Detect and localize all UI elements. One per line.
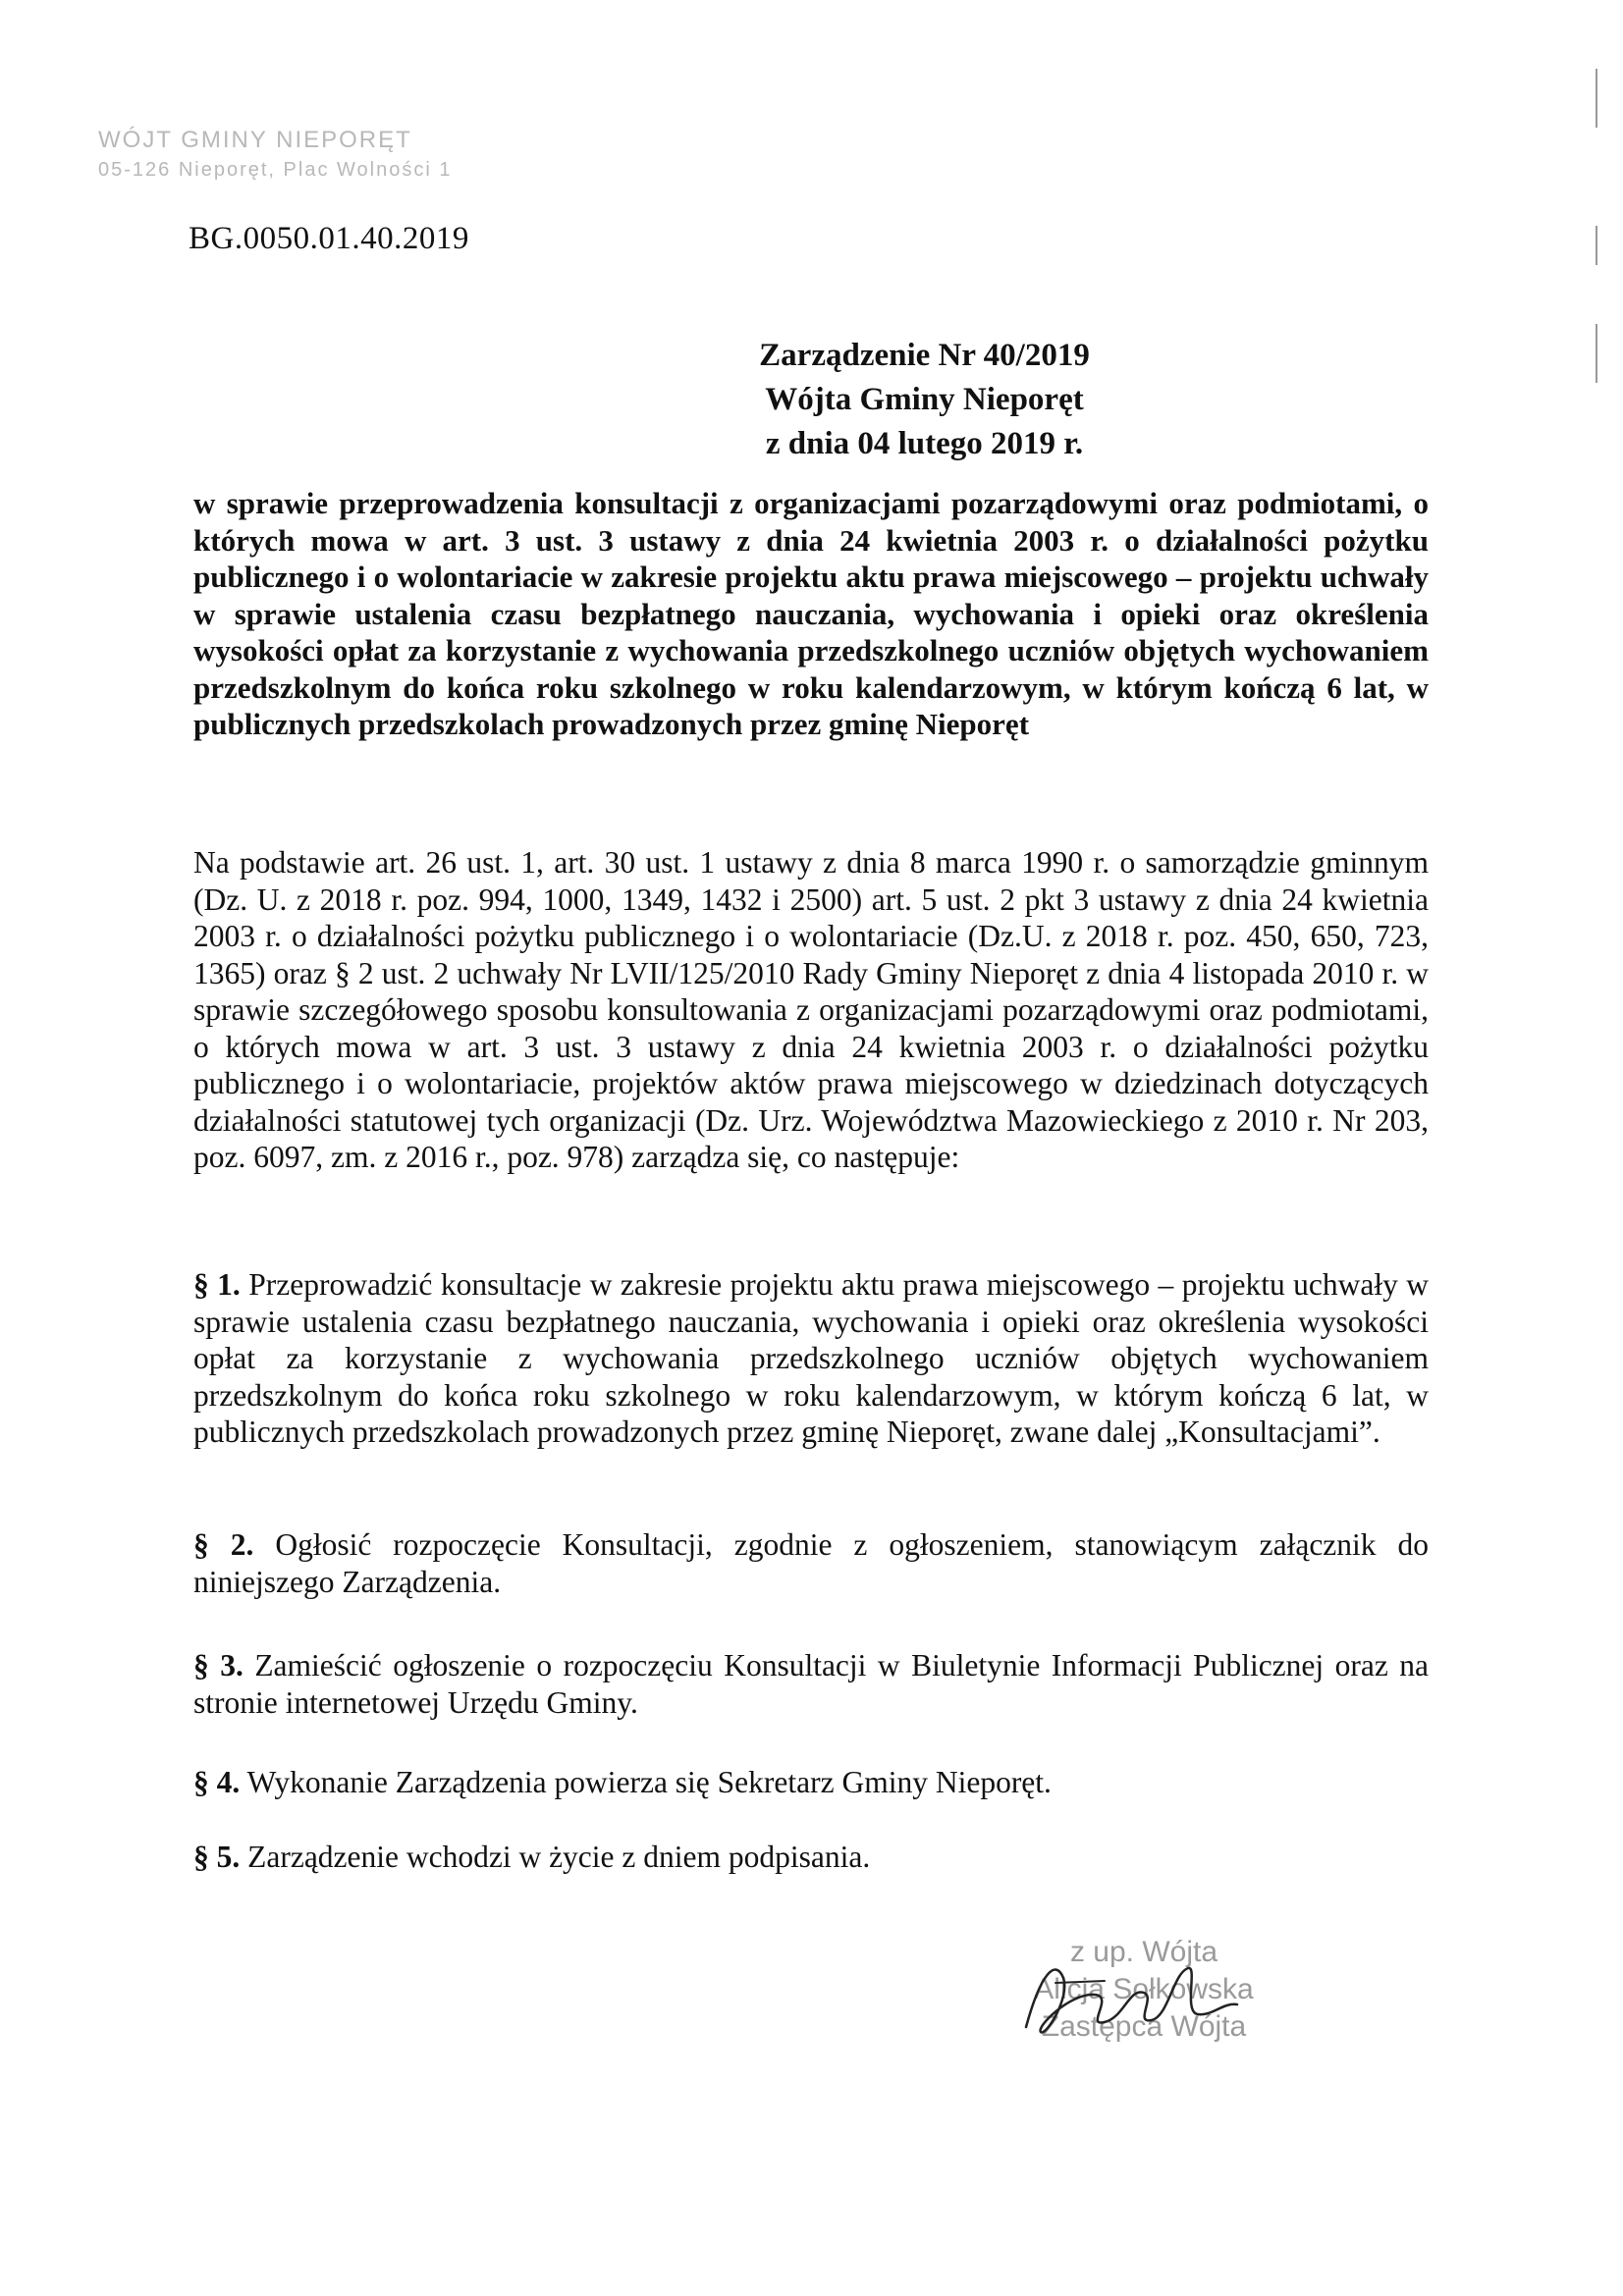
paragraph-3 xyxy=(193,1647,1429,1721)
document-subject: w sprawie przeprowadzenia konsultacji z organizacjami pozarządowymi oraz podmiotami, o których mowa w art. 3 ust. 3 ustawy z dnia 24 kwietnia 2003 r. o działalności pożytku publicznego i o wolontariacie w zakresie projektu aktu prawa miejscowego – projektu uchwały w sprawie ustalenia czasu bezpłatnego nauczania, wychowania i opieki oraz określenia wysokości opłat za korzystanie z wychowania przedszkolnego uczniów objętych wychowaniem przedszkolnym do końca roku szkolnego w roku kalendarzowym, w którym kończą 6 lat, w publicznych przedszkolach prowadzonych przez gminę Nieporęt xyxy=(193,486,1429,741)
stamp-line-1: WÓJT GMINY NIEPORĘT xyxy=(98,127,412,153)
handwritten-signature xyxy=(987,1934,1301,2061)
paragraph-4 xyxy=(193,1764,1429,1801)
header-title: Zarządzenie Nr 40/2019 xyxy=(759,338,1090,373)
signature-line-1: z up. Wójta xyxy=(1069,1936,1218,1968)
header-date: z dnia 04 lutego 2019 r. xyxy=(765,426,1084,461)
stamp-line-2: 05-126 Nieporęt, Plac Wolności 1 xyxy=(98,159,453,181)
header-issuer: Wójta Gminy Nieporęt xyxy=(765,382,1084,417)
document-header xyxy=(0,334,1623,466)
signature-line-2: Alicja Sołkowska xyxy=(1034,1973,1254,2005)
paragraph-3-number: § 3. xyxy=(193,1648,243,1682)
paragraph-4-text: Wykonanie Zarządzenia powierza się Sekretarz Gminy Nieporęt. xyxy=(246,1765,1052,1799)
paragraph-1-number: § 1. xyxy=(193,1267,241,1302)
paragraph-4-number: § 4. xyxy=(193,1765,241,1799)
paragraph-1-text: Przeprowadzić konsultacje w zakresie projektu aktu prawa miejscowego – projektu uchwały w sprawie ustalenia czasu bezpłatnego nauczania, wychowania i opieki oraz określenia wysokości opłat za korzystanie z wychowania przedszkolnego uczniów objętych wychowaniem przedszkolnym do końca roku szkolnego w roku kalendarzowym, w którym kończą 6 lat, w publicznych przedszkolach prowadzonych przez gminę Nieporęt, zwane dalej „Konsultacjami”. xyxy=(193,1267,1430,1449)
paragraph-2 xyxy=(193,1526,1429,1600)
paragraph-2-text: Ogłosić rozpoczęcie Konsultacji, zgodnie z ogłoszeniem, stanowiącym załącznik do niniejszego Zarządzenia. xyxy=(193,1527,1430,1599)
paragraph-3-text: Zamieścić ogłoszenie o rozpoczęciu Konsultacji w Biuletynie Informacji Publicznej oraz na stronie internetowej Urzędu Gminy. xyxy=(193,1648,1430,1720)
paragraph-5-text: Zarządzenie wchodzi w życie z dniem podpisania. xyxy=(247,1840,871,1874)
legal-basis: Na podstawie art. 26 ust. 1, art. 30 ust. 1 ustawy z dnia 8 marca 1990 r. o samorządzie gminnym (Dz. U. z 2018 r. poz. 994, 1000, 1349, 1432 i 2500) art. 5 ust. 2 pkt 3 ustawy z dnia 24 kwietnia 2003 r. o działalności pożytku publicznego i o wolontariacie (Dz.U. z 2018 r. poz. 450, 650, 723, 1365) oraz § 2 ust. 2 uchwały Nr LVII/125/2010 Rady Gminy Nieporęt z dnia 4 listopada 2010 r. w sprawie szczegółowego sposobu konsultowania z organizacjami pozarządowymi oraz podmiotami, o których mowa w art. 3 ust. 3 ustawy z dnia 24 kwietnia 2003 r. o działalności pożytku publicznego i o wolontariacie, projektów aktów prawa miejscowego w dziedzinach dotyczących działalności statutowej tych organizacji (Dz. Urz. Województwa Mazowieckiego z 2010 r. Nr 203, poz. 6097, zm. z 2016 r., poz. 978) zarządza się, co następuje: xyxy=(193,845,1429,1174)
paragraph-5-number: § 5. xyxy=(193,1840,241,1874)
scan-edge-mark xyxy=(1596,324,1597,383)
paragraph-2-number: § 2. xyxy=(193,1527,254,1562)
scan-edge-mark xyxy=(1596,69,1597,128)
office-stamp xyxy=(98,126,452,185)
document-reference: BG.0050.01.40.2019 xyxy=(189,221,469,256)
signature-line-3: Zastępca Wójta xyxy=(1041,2010,1247,2043)
signature-stamp xyxy=(987,1934,1301,2046)
paragraph-1 xyxy=(193,1266,1429,1451)
paragraph-5 xyxy=(193,1839,1429,1876)
scan-edge-mark xyxy=(1596,226,1597,265)
